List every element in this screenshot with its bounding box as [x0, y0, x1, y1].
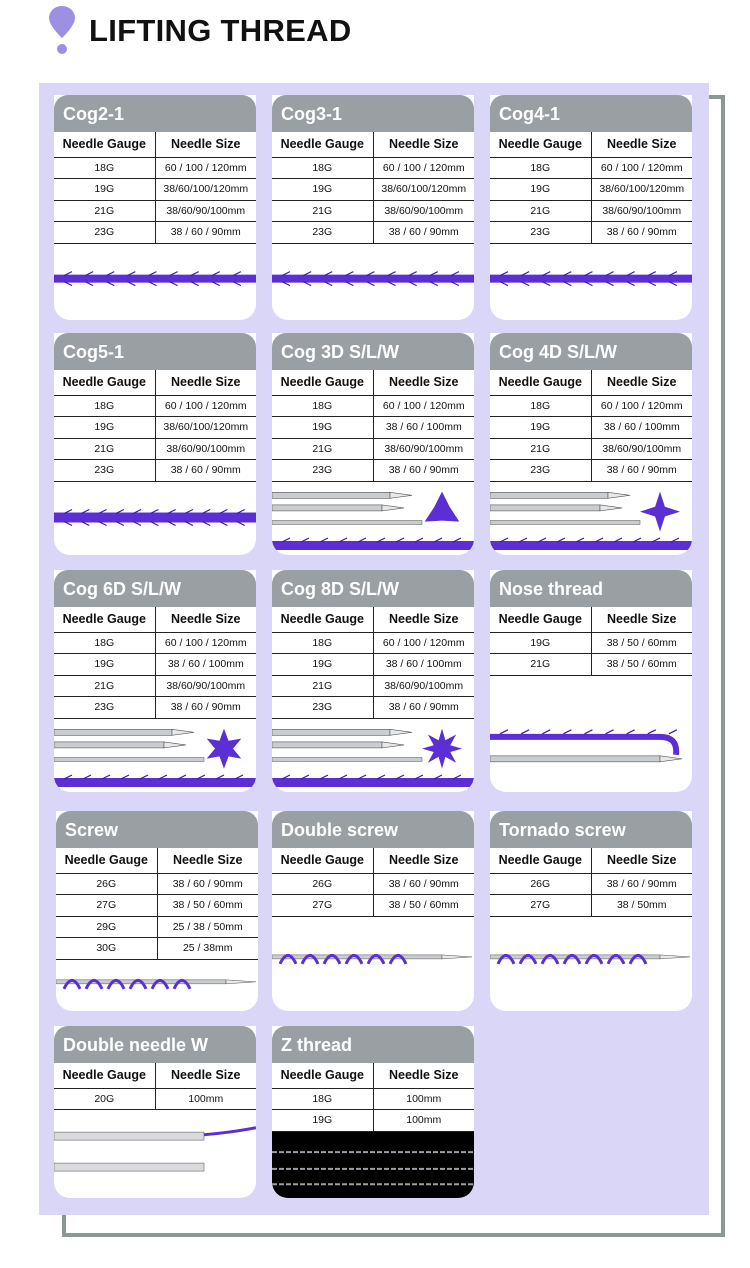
gauge-cell: 23G — [490, 222, 591, 244]
gauge-cell: 21G — [490, 438, 591, 460]
size-cell: 25 / 38 / 50mm — [157, 916, 258, 938]
gauge-cell: 23G — [490, 460, 591, 482]
spec-table — [272, 607, 474, 719]
size-cell: 38 / 50 / 60mm — [157, 895, 258, 917]
table-row — [54, 222, 256, 244]
size-cell: 38/60/100/120mm — [591, 179, 692, 201]
page-header — [0, 0, 750, 80]
gauge-cell: 27G — [490, 895, 591, 917]
table-row — [490, 632, 692, 654]
z-thread-illustration — [272, 1132, 474, 1199]
product-card — [54, 333, 256, 555]
tornado-screw-needle-illustration — [490, 917, 692, 1012]
table-row — [56, 895, 258, 917]
product-card — [54, 1026, 256, 1198]
column-header-gauge: Needle Gauge — [490, 370, 591, 395]
product-card — [490, 333, 692, 555]
cannula-star-4-illustration — [490, 482, 692, 556]
table-row — [272, 157, 474, 179]
table-row — [54, 417, 256, 439]
table-row — [490, 179, 692, 201]
gauge-cell: 19G — [54, 179, 155, 201]
spec-table-header — [490, 607, 692, 632]
gauge-cell: 19G — [490, 632, 591, 654]
gauge-cell: 21G — [490, 200, 591, 222]
size-cell: 38/60/90/100mm — [373, 438, 474, 460]
column-header-size: Needle Size — [591, 132, 692, 157]
table-row — [54, 697, 256, 719]
size-cell: 38 / 60 / 90mm — [591, 222, 692, 244]
size-cell: 38/60/100/120mm — [155, 417, 256, 439]
size-cell: 38 / 60 / 100mm — [155, 654, 256, 676]
spec-table — [490, 132, 692, 244]
size-cell: 38 / 60 / 90mm — [155, 697, 256, 719]
spec-table-header — [272, 132, 474, 157]
spec-table-header — [272, 607, 474, 632]
cannula-star-3-illustration — [272, 482, 474, 556]
spec-table-header — [56, 848, 258, 873]
gauge-cell: 26G — [490, 873, 591, 895]
table-row — [54, 632, 256, 654]
column-header-size: Needle Size — [373, 370, 474, 395]
gauge-cell: 23G — [272, 460, 373, 482]
size-cell: 60 / 100 / 120mm — [373, 632, 474, 654]
table-row — [490, 200, 692, 222]
column-header-gauge: Needle Gauge — [272, 370, 373, 395]
size-cell: 100mm — [155, 1088, 256, 1110]
size-cell: 38 / 60 / 100mm — [373, 654, 474, 676]
column-header-gauge: Needle Gauge — [272, 848, 373, 873]
column-header-gauge: Needle Gauge — [490, 848, 591, 873]
spec-table — [56, 848, 258, 960]
table-row — [54, 179, 256, 201]
product-name: Double screw — [272, 811, 474, 848]
spec-table-header — [272, 1063, 474, 1088]
column-header-size: Needle Size — [155, 132, 256, 157]
table-row — [272, 1110, 474, 1132]
spec-table-header — [490, 132, 692, 157]
product-card — [272, 811, 474, 1011]
column-header-gauge: Needle Gauge — [272, 607, 373, 632]
table-row — [54, 395, 256, 417]
size-cell: 60 / 100 / 120mm — [373, 157, 474, 179]
size-cell: 60 / 100 / 120mm — [591, 395, 692, 417]
table-row — [490, 654, 692, 676]
spec-table-header — [54, 132, 256, 157]
column-header-size: Needle Size — [155, 1063, 256, 1088]
gauge-cell: 19G — [54, 417, 155, 439]
gauge-cell: 21G — [272, 438, 373, 460]
gauge-cell: 19G — [54, 654, 155, 676]
size-cell: 25 / 38mm — [157, 938, 258, 960]
size-cell: 38/60/100/120mm — [155, 179, 256, 201]
size-cell: 38 / 50 / 60mm — [591, 654, 692, 676]
column-header-size: Needle Size — [373, 848, 474, 873]
table-row — [490, 222, 692, 244]
size-cell: 38 / 60 / 90mm — [157, 873, 258, 895]
size-cell: 38 / 60 / 90mm — [155, 222, 256, 244]
product-card — [54, 570, 256, 792]
product-card — [272, 1026, 474, 1198]
product-card — [56, 811, 258, 1011]
size-cell: 38/60/90/100mm — [373, 675, 474, 697]
gauge-cell: 21G — [54, 675, 155, 697]
product-name: Double needle W — [54, 1026, 256, 1063]
location-pin-icon — [47, 4, 77, 56]
product-name: Screw — [56, 811, 258, 848]
product-card — [272, 570, 474, 792]
spec-table — [54, 370, 256, 482]
size-cell: 38 / 60 / 90mm — [373, 222, 474, 244]
table-row — [272, 179, 474, 201]
column-header-size: Needle Size — [373, 132, 474, 157]
gauge-cell: 19G — [272, 654, 373, 676]
column-header-gauge: Needle Gauge — [56, 848, 157, 873]
spec-table-header — [272, 848, 474, 873]
table-row — [56, 938, 258, 960]
table-row — [490, 417, 692, 439]
column-header-size: Needle Size — [157, 848, 258, 873]
spec-table-header — [490, 848, 692, 873]
spec-table-header — [272, 370, 474, 395]
spec-table — [490, 370, 692, 482]
size-cell: 60 / 100 / 120mm — [155, 632, 256, 654]
table-row — [490, 157, 692, 179]
product-name: Cog 8D S/L/W — [272, 570, 474, 607]
size-cell: 38/60/90/100mm — [155, 675, 256, 697]
column-header-gauge: Needle Gauge — [272, 1063, 373, 1088]
size-cell: 38 / 60 / 90mm — [591, 460, 692, 482]
product-name: Tornado screw — [490, 811, 692, 848]
cannula-star-8-illustration — [272, 719, 474, 793]
table-row — [272, 438, 474, 460]
gauge-cell: 18G — [272, 1088, 373, 1110]
table-row — [54, 157, 256, 179]
product-card — [490, 95, 692, 320]
table-row — [54, 438, 256, 460]
barbed-thread-illustration — [490, 244, 692, 321]
spec-table-header — [54, 607, 256, 632]
gauge-cell: 18G — [54, 395, 155, 417]
gauge-cell: 27G — [56, 895, 157, 917]
double-screw-needle-illustration — [272, 917, 474, 1012]
size-cell: 100mm — [373, 1088, 474, 1110]
size-cell: 38/60/100/120mm — [373, 179, 474, 201]
gauge-cell: 18G — [272, 157, 373, 179]
size-cell: 38 / 50 / 60mm — [591, 632, 692, 654]
gauge-cell: 19G — [272, 1110, 373, 1132]
spec-table — [272, 370, 474, 482]
table-row — [272, 200, 474, 222]
column-header-gauge: Needle Gauge — [490, 132, 591, 157]
page-title: LIFTING THREAD — [89, 13, 352, 48]
size-cell: 38 / 60 / 90mm — [373, 873, 474, 895]
size-cell: 100mm — [373, 1110, 474, 1132]
size-cell: 38/60/90/100mm — [373, 200, 474, 222]
gauge-cell: 21G — [54, 438, 155, 460]
product-name: Cog2-1 — [54, 95, 256, 132]
table-row — [272, 675, 474, 697]
size-cell: 60 / 100 / 120mm — [591, 157, 692, 179]
gauge-cell: 18G — [272, 395, 373, 417]
gauge-cell: 23G — [54, 697, 155, 719]
table-row — [272, 395, 474, 417]
column-header-size: Needle Size — [373, 1063, 474, 1088]
table-row — [272, 873, 474, 895]
spec-table — [490, 848, 692, 917]
size-cell: 38/60/90/100mm — [591, 438, 692, 460]
column-header-size: Needle Size — [591, 607, 692, 632]
size-cell: 60 / 100 / 120mm — [155, 157, 256, 179]
gauge-cell: 26G — [272, 873, 373, 895]
gauge-cell: 23G — [54, 222, 155, 244]
gauge-cell: 19G — [490, 179, 591, 201]
table-row — [54, 675, 256, 697]
gauge-cell: 19G — [272, 417, 373, 439]
gauge-cell: 18G — [54, 157, 155, 179]
column-header-gauge: Needle Gauge — [272, 132, 373, 157]
screw-needle-illustration — [56, 960, 258, 1012]
barbed-thread-illustration — [54, 244, 256, 321]
product-name: Cog3-1 — [272, 95, 474, 132]
size-cell: 38/60/90/100mm — [591, 200, 692, 222]
spec-table — [54, 132, 256, 244]
product-name: Cog4-1 — [490, 95, 692, 132]
spec-table — [54, 1063, 256, 1110]
size-cell: 38 / 60 / 100mm — [373, 417, 474, 439]
column-header-gauge: Needle Gauge — [54, 1063, 155, 1088]
product-name: Z thread — [272, 1026, 474, 1063]
gauge-cell: 18G — [272, 632, 373, 654]
table-row — [272, 460, 474, 482]
table-row — [490, 460, 692, 482]
product-card — [272, 95, 474, 320]
gauge-cell: 21G — [272, 675, 373, 697]
product-name: Cog 6D S/L/W — [54, 570, 256, 607]
size-cell: 38 / 50mm — [591, 895, 692, 917]
size-cell: 38 / 60 / 90mm — [373, 697, 474, 719]
gauge-cell: 21G — [272, 200, 373, 222]
product-name: Cog 3D S/L/W — [272, 333, 474, 370]
spec-table — [490, 607, 692, 676]
column-header-size: Needle Size — [373, 607, 474, 632]
table-row — [272, 632, 474, 654]
product-card — [490, 570, 692, 792]
gauge-cell: 21G — [54, 200, 155, 222]
spec-table — [272, 848, 474, 917]
table-row — [272, 222, 474, 244]
size-cell: 38/60/90/100mm — [155, 200, 256, 222]
table-row — [272, 895, 474, 917]
table-row — [272, 417, 474, 439]
gauge-cell: 18G — [54, 632, 155, 654]
spec-table-header — [54, 1063, 256, 1088]
table-row — [56, 873, 258, 895]
spec-table-header — [54, 370, 256, 395]
table-row — [54, 460, 256, 482]
column-header-size: Needle Size — [591, 848, 692, 873]
column-header-size: Needle Size — [155, 370, 256, 395]
column-header-gauge: Needle Gauge — [54, 607, 155, 632]
table-row — [490, 395, 692, 417]
gauge-cell: 18G — [490, 157, 591, 179]
gauge-cell: 23G — [272, 697, 373, 719]
gauge-cell: 30G — [56, 938, 157, 960]
product-card — [490, 811, 692, 1011]
cannula-star-6-illustration — [54, 719, 256, 793]
table-row — [490, 873, 692, 895]
table-row — [272, 697, 474, 719]
size-cell: 38/60/90/100mm — [155, 438, 256, 460]
column-header-gauge: Needle Gauge — [54, 132, 155, 157]
column-header-size: Needle Size — [591, 370, 692, 395]
table-row — [272, 654, 474, 676]
double-needle-illustration — [54, 1110, 256, 1198]
product-name: Nose thread — [490, 570, 692, 607]
gauge-cell: 26G — [56, 873, 157, 895]
product-name: Cog5-1 — [54, 333, 256, 370]
product-name: Cog 4D S/L/W — [490, 333, 692, 370]
table-row — [56, 916, 258, 938]
table-row — [490, 895, 692, 917]
gauge-cell: 18G — [490, 395, 591, 417]
size-cell: 60 / 100 / 120mm — [155, 395, 256, 417]
gauge-cell: 29G — [56, 916, 157, 938]
table-row — [272, 1088, 474, 1110]
size-cell: 38 / 60 / 100mm — [591, 417, 692, 439]
column-header-gauge: Needle Gauge — [490, 607, 591, 632]
twisted-barbed-thread-illustration — [54, 482, 256, 556]
product-card — [272, 333, 474, 555]
size-cell: 38 / 60 / 90mm — [591, 873, 692, 895]
gauge-cell: 19G — [272, 179, 373, 201]
product-card — [54, 95, 256, 320]
spec-table-header — [490, 370, 692, 395]
gauge-cell: 27G — [272, 895, 373, 917]
spec-table — [54, 607, 256, 719]
size-cell: 38 / 60 / 90mm — [373, 460, 474, 482]
table-row — [54, 1088, 256, 1110]
size-cell: 38 / 60 / 90mm — [155, 460, 256, 482]
gauge-cell: 19G — [490, 417, 591, 439]
barbed-thread-illustration — [272, 244, 474, 321]
gauge-cell: 23G — [272, 222, 373, 244]
spec-table — [272, 1063, 474, 1132]
gauge-cell: 20G — [54, 1088, 155, 1110]
table-row — [54, 654, 256, 676]
column-header-size: Needle Size — [155, 607, 256, 632]
gauge-cell: 21G — [490, 654, 591, 676]
size-cell: 38 / 50 / 60mm — [373, 895, 474, 917]
table-row — [490, 438, 692, 460]
nose-thread-illustration — [490, 676, 692, 793]
table-row — [54, 200, 256, 222]
gauge-cell: 23G — [54, 460, 155, 482]
size-cell: 60 / 100 / 120mm — [373, 395, 474, 417]
column-header-gauge: Needle Gauge — [54, 370, 155, 395]
spec-table — [272, 132, 474, 244]
